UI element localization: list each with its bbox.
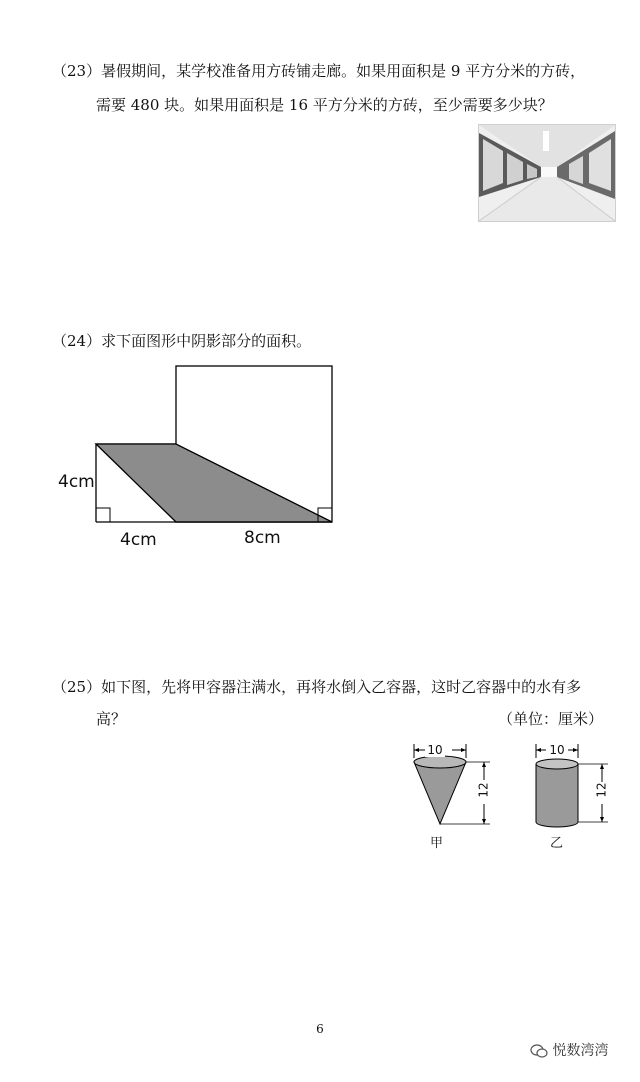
label-height-4cm: 4cm [58, 472, 95, 492]
q23-line2: 需要 480 块。如果用面积是 16 平方分米的方砖，至少需要多少块？ [96, 96, 553, 114]
q25-unit: （单位：厘米） [498, 710, 604, 728]
shaded-region [96, 444, 332, 522]
q24-text: （24）求下面图形中阴影部分的面积。 [52, 332, 312, 350]
cone-height-label: 12 [476, 782, 491, 798]
cone-caption: 甲 [430, 836, 444, 851]
cylinder-diameter-label: 10 [547, 743, 567, 757]
label-base-8cm: 8cm [244, 528, 281, 548]
watermark [530, 1040, 608, 1060]
page-number: 6 [316, 1022, 324, 1036]
watermark-text: 悦数湾湾 [552, 1043, 609, 1059]
right-angle-mark-left [96, 508, 110, 522]
label-base-4cm: 4cm [120, 530, 157, 550]
q23-line1: （23）暑假期间，某学校准备用方砖铺走廊。如果用面积是 9 平方分米的方砖， [52, 62, 586, 80]
cylinder-caption: 乙 [550, 836, 564, 851]
q25-line2: 高？ [96, 710, 127, 728]
cylinder-height-label: 12 [594, 782, 609, 798]
q25-line1: （25）如下图，先将甲容器注满水，再将水倒入乙容器，这时乙容器中的水有多 [52, 678, 582, 696]
cone-diameter-label: 10 [425, 743, 445, 757]
wechat-icon [530, 1044, 548, 1058]
